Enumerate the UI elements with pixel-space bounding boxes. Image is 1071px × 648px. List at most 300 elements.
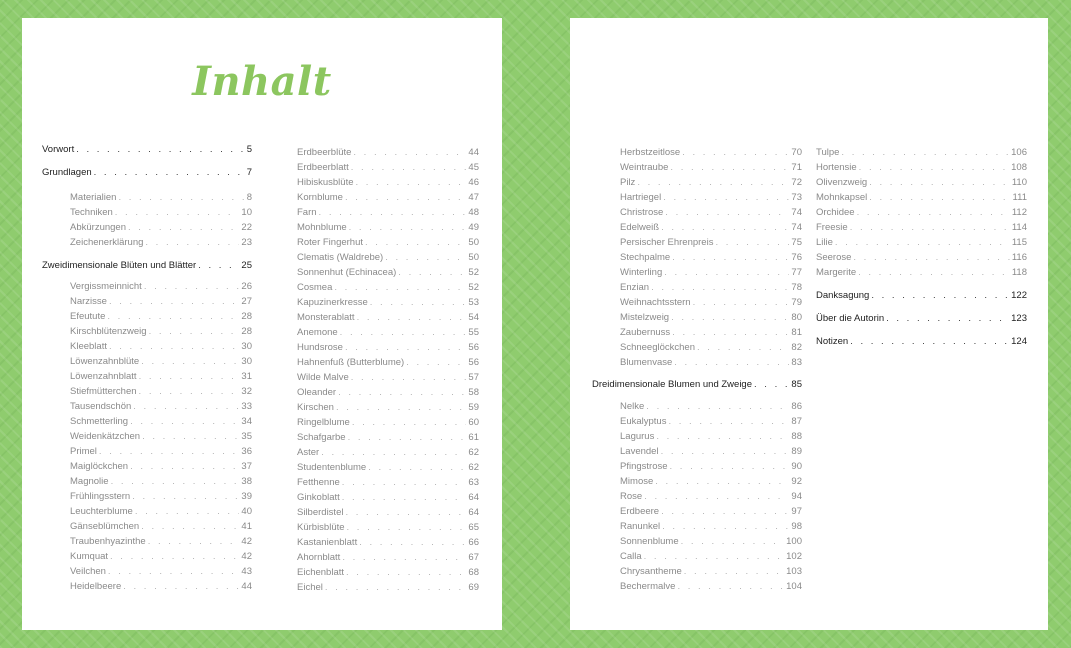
dot-leader	[345, 192, 466, 204]
toc-entry	[297, 552, 479, 564]
toc-entry	[70, 222, 252, 234]
toc-entry	[297, 357, 479, 369]
toc-entry	[816, 147, 1027, 159]
toc-entry-page: 68	[468, 567, 479, 578]
dot-leader	[684, 566, 784, 578]
toc-entry-label: Margerite	[816, 267, 857, 278]
toc-entry-label: Hundsrose	[297, 342, 343, 353]
toc-entry-page: 104	[786, 581, 802, 592]
toc-entry-page: 100	[786, 536, 802, 547]
toc-entry-page: 65	[468, 522, 479, 533]
toc-entry	[620, 476, 802, 488]
toc-entry	[620, 252, 802, 264]
toc-entry-page: 58	[468, 387, 479, 398]
toc-entry	[816, 207, 1027, 219]
toc-entry-page: 82	[791, 342, 802, 353]
dot-leader	[858, 267, 1010, 279]
toc-entry-page: 27	[241, 296, 252, 307]
dot-leader	[139, 371, 240, 383]
dot-leader	[130, 461, 239, 473]
dot-leader	[359, 537, 466, 549]
toc-entry-page: 122	[1011, 290, 1027, 301]
toc-entry-page: 23	[241, 237, 252, 248]
toc-entry	[620, 581, 802, 593]
toc-entry	[620, 192, 802, 204]
toc-entry-label: Leuchterblume	[70, 506, 133, 517]
toc-entry-page: 94	[791, 491, 802, 502]
dot-leader	[141, 521, 239, 533]
toc-entry	[620, 342, 802, 354]
toc-entry-label: Grundlagen	[42, 167, 92, 178]
toc-entry	[816, 162, 1027, 174]
toc-entry-label: Ranunkel	[620, 521, 661, 532]
toc-entry-page: 90	[791, 461, 802, 472]
toc-entry	[42, 144, 252, 156]
toc-entry	[297, 252, 479, 264]
toc-entry-page: 64	[468, 507, 479, 518]
dot-leader	[94, 167, 245, 179]
toc-entry-label: Silberdistel	[297, 507, 344, 518]
toc-entry-page: 118	[1011, 267, 1027, 278]
dot-leader	[853, 252, 1009, 264]
toc-entry	[620, 401, 802, 413]
toc-entry	[297, 372, 479, 384]
toc-entry	[70, 506, 252, 518]
dot-leader	[347, 522, 467, 534]
dot-leader	[857, 207, 1010, 219]
toc-entry-label: Kürbisblüte	[297, 522, 345, 533]
toc-entry-label: Mistelzweig	[620, 312, 670, 323]
toc-entry-page: 22	[241, 222, 252, 233]
toc-entry	[297, 567, 479, 579]
toc-entry-page: 115	[1011, 237, 1027, 248]
toc-entry	[297, 342, 479, 354]
toc-entry-label: Narzisse	[70, 296, 107, 307]
toc-entry-page: 88	[791, 431, 802, 442]
toc-entry	[70, 281, 252, 293]
toc-entry	[816, 290, 1027, 302]
dot-leader	[656, 431, 789, 443]
toc-entry	[620, 431, 802, 443]
toc-entry-page: 34	[241, 416, 252, 427]
dot-leader	[319, 207, 467, 219]
toc-entry-label: Wilde Malve	[297, 372, 349, 383]
toc-entry-page: 36	[241, 446, 252, 457]
toc-entry-label: Freesie	[816, 222, 848, 233]
toc-entry-page: 28	[241, 326, 252, 337]
dot-leader	[385, 252, 466, 264]
toc-entry-page: 49	[468, 222, 479, 233]
toc-entry-label: Maiglöckchen	[70, 461, 129, 472]
dot-leader	[869, 177, 1010, 189]
dot-leader	[661, 222, 789, 234]
toc-entry	[297, 282, 479, 294]
toc-entry	[297, 267, 479, 279]
toc-entry-label: Hahnenfuß (Butterblume)	[297, 357, 405, 368]
toc-entry-label: Ringelblume	[297, 417, 350, 428]
toc-entry-page: 56	[468, 342, 479, 353]
toc-entry-page: 124	[1011, 336, 1027, 347]
dot-leader	[349, 222, 467, 234]
toc-entry	[297, 522, 479, 534]
dot-leader	[76, 144, 244, 156]
toc-entry-label: Veilchen	[70, 566, 106, 577]
toc-entry	[816, 192, 1027, 204]
dot-leader	[398, 267, 466, 279]
toc-entry-label: Eichenblatt	[297, 567, 345, 578]
toc-entry	[816, 177, 1027, 189]
toc-entry-page: 31	[241, 371, 252, 382]
toc-entry	[620, 551, 802, 563]
toc-entry-label: Enzian	[620, 282, 650, 293]
toc-entry	[70, 401, 252, 413]
toc-entry-page: 71	[791, 162, 802, 173]
dot-leader	[357, 312, 467, 324]
toc-entry-page: 76	[791, 252, 802, 263]
toc-entry-label: Chrysantheme	[620, 566, 682, 577]
toc-entry-page: 67	[468, 552, 479, 563]
toc-entry-page: 47	[468, 192, 479, 203]
toc-entry-page: 74	[791, 207, 802, 218]
toc-entry-label: Cosmea	[297, 282, 333, 293]
toc-entry	[70, 431, 252, 443]
toc-entry-label: Fetthenne	[297, 477, 340, 488]
toc-entry	[297, 402, 479, 414]
toc-entry	[620, 506, 802, 518]
dot-leader	[665, 207, 789, 219]
toc-entry-page: 57	[468, 372, 479, 383]
toc-entry-label: Schneeglöckchen	[620, 342, 695, 353]
dot-leader	[353, 147, 466, 159]
toc-entry-page: 33	[241, 401, 252, 412]
toc-entry	[297, 507, 479, 519]
toc-entry-page: 86	[791, 401, 802, 412]
dot-leader	[139, 386, 240, 398]
dot-leader	[123, 581, 239, 593]
dot-leader	[365, 237, 466, 249]
toc-entry-page: 103	[786, 566, 802, 577]
toc-entry-page: 45	[468, 162, 479, 173]
toc-entry	[816, 336, 1027, 348]
toc-entry	[297, 417, 479, 429]
toc-entry-label: Zaubernuss	[620, 327, 671, 338]
toc-entry-label: Lagurus	[620, 431, 655, 442]
toc-entry-page: 37	[241, 461, 252, 472]
toc-entry-page: 97	[791, 506, 802, 517]
toc-entry-label: Christrose	[620, 207, 664, 218]
dot-leader	[651, 282, 789, 294]
dot-leader	[671, 312, 789, 324]
toc-entry-page: 112	[1011, 207, 1027, 218]
toc-entry	[70, 551, 252, 563]
toc-entry-page: 60	[468, 417, 479, 428]
dot-leader	[110, 551, 239, 563]
toc-entry	[816, 237, 1027, 249]
toc-entry-label: Clematis (Waldrebe)	[297, 252, 384, 263]
toc-entry	[620, 491, 802, 503]
toc-entry-label: Oleander	[297, 387, 337, 398]
toc-entry-page: 55	[468, 327, 479, 338]
toc-entry-page: 38	[241, 476, 252, 487]
toc-entry	[297, 222, 479, 234]
dot-leader	[664, 267, 789, 279]
toc-entry	[297, 162, 479, 174]
dot-leader	[351, 162, 467, 174]
dot-leader	[662, 521, 789, 533]
toc-entry-label: Pfingstrose	[620, 461, 668, 472]
toc-entry-page: 44	[468, 147, 479, 158]
toc-entry-label: Monsterablatt	[297, 312, 355, 323]
dot-leader	[198, 260, 239, 272]
toc-entry-label: Efeutute	[70, 311, 106, 322]
dot-leader	[144, 281, 240, 293]
toc-entry	[297, 237, 479, 249]
toc-entry-label: Mohnkapsel	[816, 192, 868, 203]
dot-leader	[670, 461, 790, 473]
toc-column-3	[592, 18, 802, 630]
toc-entry-label: Kirschblütenzweig	[70, 326, 147, 337]
toc-entry-label: Kirschen	[297, 402, 334, 413]
toc-entry-label: Primel	[70, 446, 97, 457]
toc-entry-page: 10	[241, 207, 252, 218]
toc-entry-label: Stechpalme	[620, 252, 671, 263]
dot-leader	[340, 327, 467, 339]
toc-entry-label: Herbstzeitlose	[620, 147, 681, 158]
dot-leader	[668, 416, 789, 428]
toc-entry	[297, 327, 479, 339]
toc-entry-label: Tulpe	[816, 147, 840, 158]
toc-entry-page: 106	[1011, 147, 1027, 158]
dot-leader	[115, 207, 240, 219]
toc-entry	[70, 386, 252, 398]
dot-leader	[646, 401, 789, 413]
dot-leader	[841, 147, 1009, 159]
toc-entry-page: 59	[468, 402, 479, 413]
toc-entry	[816, 267, 1027, 279]
toc-entry-page: 64	[468, 492, 479, 503]
toc-entry-page: 78	[791, 282, 802, 293]
toc-entry	[70, 192, 252, 204]
toc-entry	[620, 327, 802, 339]
toc-entry	[620, 312, 802, 324]
toc-entry-page: 81	[791, 327, 802, 338]
toc-entry-page: 116	[1011, 252, 1027, 263]
toc-entry-page: 25	[241, 260, 252, 271]
toc-entry-label: Roter Fingerhut	[297, 237, 364, 248]
toc-entry-label: Erdbeerblüte	[297, 147, 352, 158]
toc-entry-page: 30	[241, 356, 252, 367]
toc-entry-page: 26	[241, 281, 252, 292]
toc-entry-label: Ahornblatt	[297, 552, 341, 563]
toc-entry	[620, 237, 802, 249]
dot-leader	[661, 506, 789, 518]
toc-entry-label: Edelweiß	[620, 222, 660, 233]
dot-leader	[109, 341, 239, 353]
dot-leader	[345, 507, 466, 519]
toc-entry-label: Studentenblume	[297, 462, 367, 473]
toc-entry-label: Traubenhyazinthe	[70, 536, 146, 547]
toc-entry-label: Hibiskusblüte	[297, 177, 354, 188]
dot-leader	[850, 222, 1010, 234]
page-title: Inhalt	[192, 58, 332, 105]
toc-entry-label: Aster	[297, 447, 320, 458]
dot-leader	[681, 536, 785, 548]
toc-entry-label: Hortensie	[816, 162, 857, 173]
dot-leader	[118, 192, 244, 204]
toc-entry-page: 85	[791, 379, 802, 390]
toc-entry-page: 56	[468, 357, 479, 368]
toc-entry-page: 61	[468, 432, 479, 443]
toc-entry	[620, 282, 802, 294]
toc-entry-page: 62	[468, 462, 479, 473]
toc-entry-page: 110	[1011, 177, 1027, 188]
toc-entry	[70, 296, 252, 308]
toc-entry-label: Ginkoblatt	[297, 492, 340, 503]
toc-entry	[816, 222, 1027, 234]
toc-entry-label: Löwenzahnblüte	[70, 356, 140, 367]
toc-entry-page: 50	[468, 237, 479, 248]
toc-entry	[70, 311, 252, 323]
toc-entry	[297, 177, 479, 189]
toc-entry-label: Mohnblume	[297, 222, 347, 233]
toc-entry	[70, 476, 252, 488]
dot-leader	[107, 311, 239, 323]
toc-entry-label: Tausendschön	[70, 401, 132, 412]
dot-leader	[128, 222, 239, 234]
toc-entry	[592, 379, 802, 391]
toc-entry	[297, 207, 479, 219]
toc-entry	[70, 446, 252, 458]
toc-entry-page: 73	[791, 192, 802, 203]
dot-leader	[99, 446, 240, 458]
toc-entry	[42, 167, 252, 179]
toc-entry-label: Schafgarbe	[297, 432, 346, 443]
toc-entry	[297, 447, 479, 459]
dot-leader	[661, 446, 790, 458]
toc-entry	[297, 462, 479, 474]
toc-entry	[70, 341, 252, 353]
toc-entry	[70, 207, 252, 219]
toc-entry-label: Kastanienblatt	[297, 537, 358, 548]
toc-entry-label: Olivenzweig	[816, 177, 868, 188]
toc-entry-page: 50	[468, 252, 479, 263]
dot-leader	[672, 252, 789, 264]
dot-leader	[334, 282, 466, 294]
dot-leader	[325, 582, 467, 594]
toc-entry	[620, 222, 802, 234]
dot-leader	[348, 432, 467, 444]
toc-entry-label: Nelke	[620, 401, 645, 412]
dot-leader	[682, 147, 789, 159]
toc-entry	[70, 536, 252, 548]
toc-entry-label: Heidelbeere	[70, 581, 122, 592]
dot-leader	[672, 327, 789, 339]
toc-entry-page: 108	[1011, 162, 1027, 173]
toc-entry-page: 28	[241, 311, 252, 322]
dot-leader	[351, 372, 467, 384]
dot-leader	[132, 491, 239, 503]
toc-entry-page: 42	[241, 551, 252, 562]
toc-entry	[297, 432, 479, 444]
dot-leader	[368, 462, 466, 474]
toc-entry	[620, 162, 802, 174]
dot-leader	[697, 342, 789, 354]
toc-entry	[297, 477, 479, 489]
toc-entry-page: 41	[241, 521, 252, 532]
dot-leader	[677, 581, 784, 593]
toc-entry-label: Sonnenhut (Echinacea)	[297, 267, 397, 278]
toc-entry	[816, 252, 1027, 264]
dot-leader	[142, 431, 239, 443]
toc-entry-label: Sonnenblume	[620, 536, 679, 547]
dot-leader	[149, 326, 240, 338]
dot-leader	[859, 162, 1009, 174]
toc-entry-page: 111	[1012, 192, 1027, 203]
dot-leader	[133, 401, 239, 413]
toc-entry	[297, 312, 479, 324]
dot-leader	[148, 536, 240, 548]
toc-entry-page: 44	[241, 581, 252, 592]
toc-entry	[620, 267, 802, 279]
toc-entry-page: 40	[241, 506, 252, 517]
toc-entry-label: Weidenkätzchen	[70, 431, 141, 442]
toc-entry-page: 77	[791, 267, 802, 278]
toc-entry-page: 83	[791, 357, 802, 368]
toc-entry-page: 54	[468, 312, 479, 323]
toc-entry	[70, 491, 252, 503]
toc-entry	[70, 371, 252, 383]
toc-entry-label: Anemone	[297, 327, 338, 338]
dot-leader	[644, 491, 789, 503]
toc-entry	[70, 416, 252, 428]
toc-entry-label: Frühlingsstern	[70, 491, 131, 502]
toc-entry-label: Stiefmütterchen	[70, 386, 137, 397]
toc-entry-label: Erdbeere	[620, 506, 660, 517]
toc-entry	[297, 537, 479, 549]
toc-entry-page: 53	[468, 297, 479, 308]
dot-leader	[321, 447, 466, 459]
toc-entry-page: 52	[468, 282, 479, 293]
toc-entry-page: 72	[791, 177, 802, 188]
toc-entry-label: Lilie	[816, 237, 833, 248]
dot-leader	[670, 162, 789, 174]
toc-entry	[297, 492, 479, 504]
toc-entry-page: 66	[468, 537, 479, 548]
toc-entry-label: Techniken	[70, 207, 113, 218]
toc-entry-page: 98	[791, 521, 802, 532]
toc-entry-label: Farn	[297, 207, 317, 218]
toc-entry-page: 5	[246, 144, 252, 155]
toc-entry-page: 92	[791, 476, 802, 487]
dot-leader	[754, 379, 789, 391]
toc-entry-label: Bechermalve	[620, 581, 676, 592]
toc-entry-label: Abkürzungen	[70, 222, 126, 233]
toc-entry-page: 30	[241, 341, 252, 352]
toc-entry-page: 35	[241, 431, 252, 442]
toc-entry-label: Mimose	[620, 476, 654, 487]
dot-leader	[109, 296, 239, 308]
toc-entry-label: Eukalyptus	[620, 416, 667, 427]
toc-entry	[297, 387, 479, 399]
dot-leader	[655, 476, 789, 488]
toc-entry-page: 63	[468, 477, 479, 488]
toc-entry-page: 48	[468, 207, 479, 218]
toc-entry-page: 43	[241, 566, 252, 577]
dot-leader	[693, 297, 790, 309]
toc-entry-page: 123	[1011, 313, 1027, 324]
toc-entry	[297, 147, 479, 159]
toc-entry-label: Vergissmeinnicht	[70, 281, 142, 292]
